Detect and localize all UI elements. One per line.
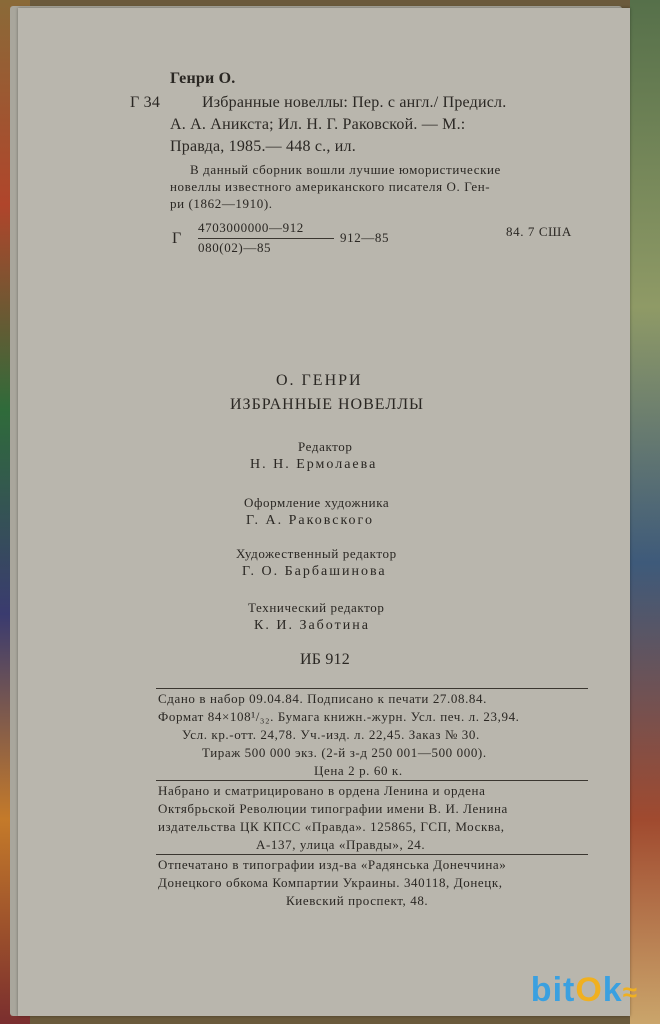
credit-name-editor: Н. Н. Ермолаева [250, 457, 378, 472]
imprint-rule-middle [156, 780, 588, 781]
credit-role-art-editor: Художественный редактор [236, 546, 397, 561]
imprint-line-5: Цена 2 р. 60 к. [314, 763, 403, 778]
printer2-line-2: Донецкого обкома Компартии Украины. 340118, Донецк, [158, 875, 503, 890]
title-author: О. ГЕНРИ [276, 372, 363, 389]
catalog-line-3: Правда, 1985.— 448 с., ил. [170, 138, 356, 155]
credit-role-design: Оформление художника [244, 495, 390, 510]
credit-role-editor: Редактор [298, 439, 353, 454]
imprint-line-3: Усл. кр.-отт. 24,78. Уч.-изд. л. 22,45. Заказ № 30. [182, 727, 480, 742]
printer1-line-3: издательства ЦК КПСС «Правда». 125865, ГСП, Москва, [158, 819, 505, 834]
catalog-line-1: Избранные новеллы: Пер. с англ./ Предисл. [202, 94, 507, 111]
printer1-line-4: А-137, улица «Правды», 24. [256, 837, 426, 852]
catalog-line-2: А. А. Аникста; Ил. Н. Г. Раковской. — М.: [170, 116, 466, 133]
printer2-line-3: Киевский проспект, 48. [286, 893, 429, 908]
code-letter: Г [172, 230, 182, 247]
annotation-line-3: ри (1862—1910). [170, 196, 273, 211]
watermark-text-post: k [602, 971, 623, 1009]
credit-name-art-editor: Г. О. Барбашинова [242, 564, 387, 579]
printer2-line-1: Отпечатано в типографии изд-ва «Радянська Донеччина» [158, 857, 507, 872]
watermark-text-pre: bit [530, 971, 576, 1009]
code-classification: 84. 7 США [506, 224, 572, 239]
book-page [18, 8, 630, 1016]
code-middle: 912—85 [340, 230, 390, 245]
annotation-line-1: В данный сборник вошли лучшие юмористические [190, 162, 501, 177]
code-denominator: 080(02)—85 [198, 240, 272, 255]
ib-number: ИБ 912 [300, 651, 350, 668]
annotation-line-2: новеллы известного американского писателя О. Ген- [170, 179, 491, 194]
credit-name-tech-editor: К. И. Заботина [254, 618, 370, 633]
catalog-index: Г 34 [130, 94, 161, 111]
printer1-line-1: Набрано и сматрицировано в ордена Ленина и ордена [158, 783, 486, 798]
imprint-line-2: Формат 84×108¹/₃₂. Бумага книжн.-журн. Усл. печ. л. 23,94. [158, 709, 520, 724]
credit-name-design: Г. А. Раковского [246, 513, 374, 528]
code-numerator: 4703000000—912 [198, 220, 304, 235]
imprint-rule-top [156, 688, 588, 689]
background-fabric-right [630, 0, 660, 1024]
printer1-line-2: Октябрьской Революции типографии имени В. И. Ленина [158, 801, 508, 816]
imprint-rule-bottom [156, 854, 588, 855]
credit-role-tech-editor: Технический редактор [248, 600, 385, 615]
watermark-text-o: O [575, 971, 603, 1009]
title-book: ИЗБРАННЫЕ НОВЕЛЛЫ [230, 396, 424, 413]
code-fraction-line [198, 238, 334, 239]
imprint-line-1: Сдано в набор 09.04.84. Подписано к печати 27.08.84. [158, 691, 487, 706]
catalog-author: Генри О. [170, 70, 236, 87]
watermark-suffix: ≈ [622, 977, 638, 1007]
watermark-logo [531, 971, 638, 1010]
imprint-line-4: Тираж 500 000 экз. (2-й з-д 250 001—500 000). [202, 745, 487, 760]
